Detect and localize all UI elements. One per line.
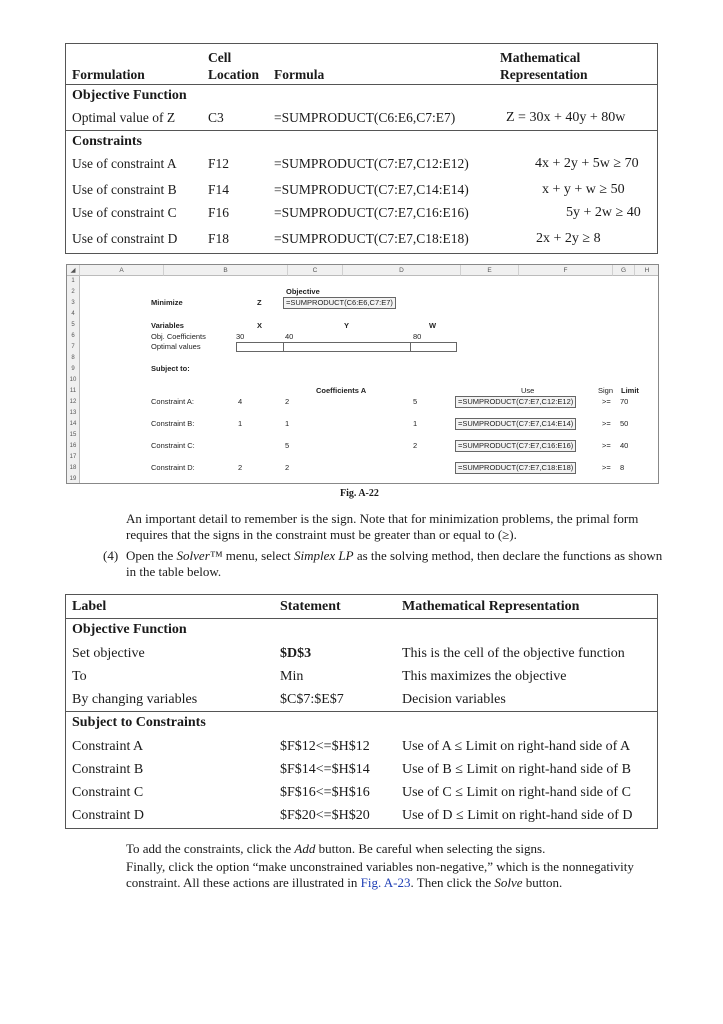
constraint-b-limit[interactable]: 50: [620, 419, 629, 428]
variable-y-label: Y: [344, 321, 350, 330]
row-header[interactable]: 10: [67, 375, 80, 386]
row-header[interactable]: 2: [67, 287, 80, 298]
constraints-section-title: Constraints: [72, 134, 143, 149]
optimal-value-x-cell[interactable]: [236, 342, 284, 352]
constraint-a-label: Constraint A:: [151, 397, 194, 406]
row-header[interactable]: 3: [67, 298, 80, 309]
solver-settings-table: [65, 594, 658, 829]
spreadsheet-screenshot: [66, 264, 659, 484]
row-header[interactable]: 7: [67, 342, 80, 353]
constraint-c-coef-d[interactable]: 5: [285, 441, 290, 450]
constraint-b-coef-c[interactable]: 1: [238, 419, 243, 428]
header-formula: Formula: [274, 67, 325, 82]
constraint-c-use-formula[interactable]: =SUMPRODUCT(C7:E7,C16:E16): [455, 440, 576, 452]
coefficient-y[interactable]: 40: [285, 332, 294, 341]
constraint-b-use-formula[interactable]: =SUMPRODUCT(C7:E7,C14:E14): [455, 418, 576, 430]
constraint-c-math: 5y + 2w ≥ 40: [566, 205, 641, 220]
coefficient-x[interactable]: 30: [236, 332, 245, 341]
add-text-part: button. Be careful when selecting the signs.: [315, 841, 546, 856]
constraint-d-statement: $F$20<=$H$20: [280, 808, 370, 823]
objective-section-title: Objective Function: [72, 622, 187, 637]
step-4-text-part: menu, select: [222, 548, 294, 563]
limit-header: Limit: [621, 386, 639, 395]
header-divider: [66, 618, 657, 619]
header-formulation: Formulation: [72, 67, 145, 82]
add-term: Add: [294, 841, 316, 856]
column-header-d[interactable]: D: [343, 265, 461, 276]
step-4-text: [126, 548, 663, 580]
column-header-h[interactable]: H: [635, 265, 659, 276]
coefficients-a-header: Coefficients A: [316, 386, 367, 395]
constraint-b-coef-d[interactable]: 1: [285, 419, 290, 428]
header-math-representation: Mathematical Representation: [402, 599, 580, 614]
column-header-b[interactable]: B: [164, 265, 288, 276]
constraint-d-label: Constraint D: [72, 808, 144, 823]
constraint-c-statement: $F$16<=$H$16: [280, 785, 370, 800]
constraint-a-sign: >=: [602, 397, 611, 406]
constraint-b-coef-e[interactable]: 1: [413, 419, 418, 428]
to-statement: Min: [280, 669, 304, 684]
changing-variables-statement: $C$7:$E$7: [280, 692, 344, 707]
step-4-text-part: Open the: [126, 548, 177, 563]
constraint-d-label: Constraint D:: [151, 463, 195, 472]
sign-header: Sign: [598, 386, 614, 395]
constraint-b-statement: $F$14<=$H$14: [280, 762, 370, 777]
to-label: To: [72, 669, 87, 684]
constraint-b-math: x + y + w ≥ 50: [542, 182, 625, 197]
section-divider: [66, 130, 657, 131]
row-header[interactable]: 19: [67, 474, 80, 484]
objective-section-title: Objective Function: [72, 88, 187, 103]
constraint-a-use-formula[interactable]: =SUMPRODUCT(C7:E7,C12:E12): [455, 396, 576, 408]
optimal-value-y-cell[interactable]: [283, 342, 411, 352]
constraint-d-limit[interactable]: 8: [620, 463, 625, 472]
column-header-c[interactable]: C: [288, 265, 343, 276]
constraint-d-math: Use of D ≤ Limit on right-hand side of D: [402, 808, 633, 823]
set-objective-label: Set objective: [72, 646, 145, 661]
constraint-d-location: F18: [208, 231, 230, 246]
row-header[interactable]: 5: [67, 320, 80, 331]
constraint-b-formula: =SUMPRODUCT(C7:E7,C14:E14): [274, 182, 469, 197]
constraint-a-statement: $F$12<=$H$12: [280, 739, 370, 754]
constraint-c-math: Use of C ≤ Limit on right-hand side of C: [402, 785, 631, 800]
constraint-a-label: Use of constraint A: [72, 156, 177, 171]
finally-paragraph: [126, 859, 641, 891]
header-cell: Cell: [208, 50, 232, 65]
optimal-values-label: Optimal values: [151, 342, 201, 351]
use-header: Use: [521, 386, 535, 395]
constraint-c-sign: >=: [602, 441, 611, 450]
finally-text-part: button.: [522, 875, 563, 890]
row-header[interactable]: 14: [67, 419, 80, 430]
constraint-b-label: Constraint B: [72, 762, 144, 777]
header-statement: Statement: [280, 599, 341, 614]
step-4-text-part: as the solving method, then declare the functions as shown in the table below.: [126, 548, 663, 579]
constraint-d-formula: =SUMPRODUCT(C7:E7,C18:E18): [274, 231, 469, 246]
objective-label: Optimal value of Z: [72, 110, 176, 125]
objective-formula-cell[interactable]: =SUMPRODUCT(C6:E6,C7:E7): [283, 297, 396, 309]
constraint-a-label: Constraint A: [72, 739, 144, 754]
step-4-paragraph: [103, 548, 663, 580]
constraint-c-limit[interactable]: 40: [620, 441, 629, 450]
row-header[interactable]: 18: [67, 463, 80, 474]
constraint-a-formula: =SUMPRODUCT(C7:E7,C12:E12): [274, 156, 469, 171]
corner-cell[interactable]: ◢: [67, 265, 80, 276]
set-objective-math: This is the cell of the objective function: [402, 646, 625, 661]
variables-label: Variables: [151, 321, 184, 330]
changing-variables-math: Decision variables: [402, 692, 506, 707]
obj-coefficients-label: Obj. Coefficients: [151, 332, 206, 341]
row-header[interactable]: 12: [67, 397, 80, 408]
finally-text-part: . Then click the: [410, 875, 495, 890]
constraint-d-coef-c[interactable]: 2: [238, 463, 243, 472]
header-divider: [66, 84, 657, 85]
column-header-g[interactable]: G: [613, 265, 635, 276]
column-header-a[interactable]: A: [80, 265, 164, 276]
constraint-a-coef-c[interactable]: 4: [238, 397, 243, 406]
formulation-table: [65, 43, 658, 254]
row-header[interactable]: 15: [67, 430, 80, 441]
row-header[interactable]: 8: [67, 353, 80, 364]
constraint-b-sign: >=: [602, 419, 611, 428]
figure-caption: Fig. A-22: [340, 488, 379, 499]
objective-cell-label: Objective: [286, 287, 320, 296]
header-mathematical: Mathematical: [500, 50, 581, 65]
constraint-b-label: Use of constraint B: [72, 182, 177, 197]
step-number: (4): [103, 548, 119, 563]
row-header[interactable]: 1: [67, 276, 80, 287]
subject-to-label: Subject to:: [151, 364, 190, 373]
constraint-b-math: Use of B ≤ Limit on right-hand side of B: [402, 762, 631, 777]
constraint-c-coef-e[interactable]: 2: [413, 441, 418, 450]
fig-a23-link[interactable]: Fig. A-23: [360, 875, 411, 890]
sign-paragraph: An important detail to remember is the sign. Note that for minimization problems, the primal form requires that the signs in the constraint must be greater than or equal to (≥).: [126, 511, 639, 542]
changing-variables-label: By changing variables: [72, 692, 198, 707]
header-location: Location: [208, 67, 260, 82]
constraint-a-math: Use of A ≤ Limit on right-hand side of A: [402, 739, 631, 754]
row-header[interactable]: 17: [67, 452, 80, 463]
variable-x-label: X: [257, 321, 263, 330]
constraint-a-limit[interactable]: 70: [620, 397, 629, 406]
to-math: This maximizes the objective: [402, 669, 567, 684]
objective-location: C3: [208, 110, 224, 125]
solver-term: Solver™: [176, 548, 223, 563]
column-header-f[interactable]: F: [519, 265, 613, 276]
constraints-section-title: Subject to Constraints: [72, 715, 206, 730]
objective-math: Z = 30x + 40y + 80w: [506, 110, 626, 125]
add-text-part: To add the constraints, click the: [126, 841, 295, 856]
constraint-a-coef-e[interactable]: 5: [413, 397, 418, 406]
header-representation: Representation: [500, 67, 588, 82]
row-header[interactable]: 13: [67, 408, 80, 419]
variable-w-label: W: [429, 321, 437, 330]
header-label: Label: [72, 599, 107, 614]
z-label: Z: [257, 298, 262, 307]
constraint-c-formula: =SUMPRODUCT(C7:E7,C16:E16): [274, 205, 469, 220]
constraint-d-coef-d[interactable]: 2: [285, 463, 290, 472]
add-constraints-paragraph: [126, 841, 666, 857]
optimal-value-w-cell[interactable]: [410, 342, 457, 352]
constraint-d-sign: >=: [602, 463, 611, 472]
solve-term: Solve: [494, 875, 523, 890]
row-header[interactable]: 11: [67, 386, 80, 397]
row-header[interactable]: 16: [67, 441, 80, 452]
constraint-b-location: F14: [208, 182, 230, 197]
column-header-e[interactable]: E: [461, 265, 519, 276]
row-header[interactable]: 9: [67, 364, 80, 375]
constraint-a-math: 4x + 2y + 5w ≥ 70: [535, 156, 639, 171]
finally-text-part: Finally, click the option “make unconstrained variables non-negative,” which is the nonnegativity constraint. All these actions are illustrated in: [126, 859, 634, 890]
minimize-label: Minimize: [151, 298, 183, 307]
constraint-c-label: Use of constraint C: [72, 205, 177, 220]
section-divider: [66, 711, 657, 712]
constraint-d-use-formula[interactable]: =SUMPRODUCT(C7:E7,C18:E18): [455, 462, 576, 474]
constraint-d-math: 2x + 2y ≥ 8: [536, 231, 601, 246]
coefficient-w[interactable]: 80: [413, 332, 422, 341]
constraint-a-coef-d[interactable]: 2: [285, 397, 290, 406]
constraint-b-label: Constraint B:: [151, 419, 195, 428]
row-header[interactable]: 4: [67, 309, 80, 320]
constraint-c-location: F16: [208, 205, 230, 220]
objective-formula: =SUMPRODUCT(C6:E6,C7:E7): [274, 110, 456, 125]
constraint-d-label: Use of constraint D: [72, 231, 178, 246]
row-header[interactable]: 6: [67, 331, 80, 342]
constraint-a-location: F12: [208, 156, 230, 171]
constraint-c-label: Constraint C: [72, 785, 144, 800]
set-objective-statement: $D$3: [280, 646, 312, 661]
simplex-term: Simplex LP: [293, 548, 354, 563]
constraint-c-label: Constraint C:: [151, 441, 195, 450]
